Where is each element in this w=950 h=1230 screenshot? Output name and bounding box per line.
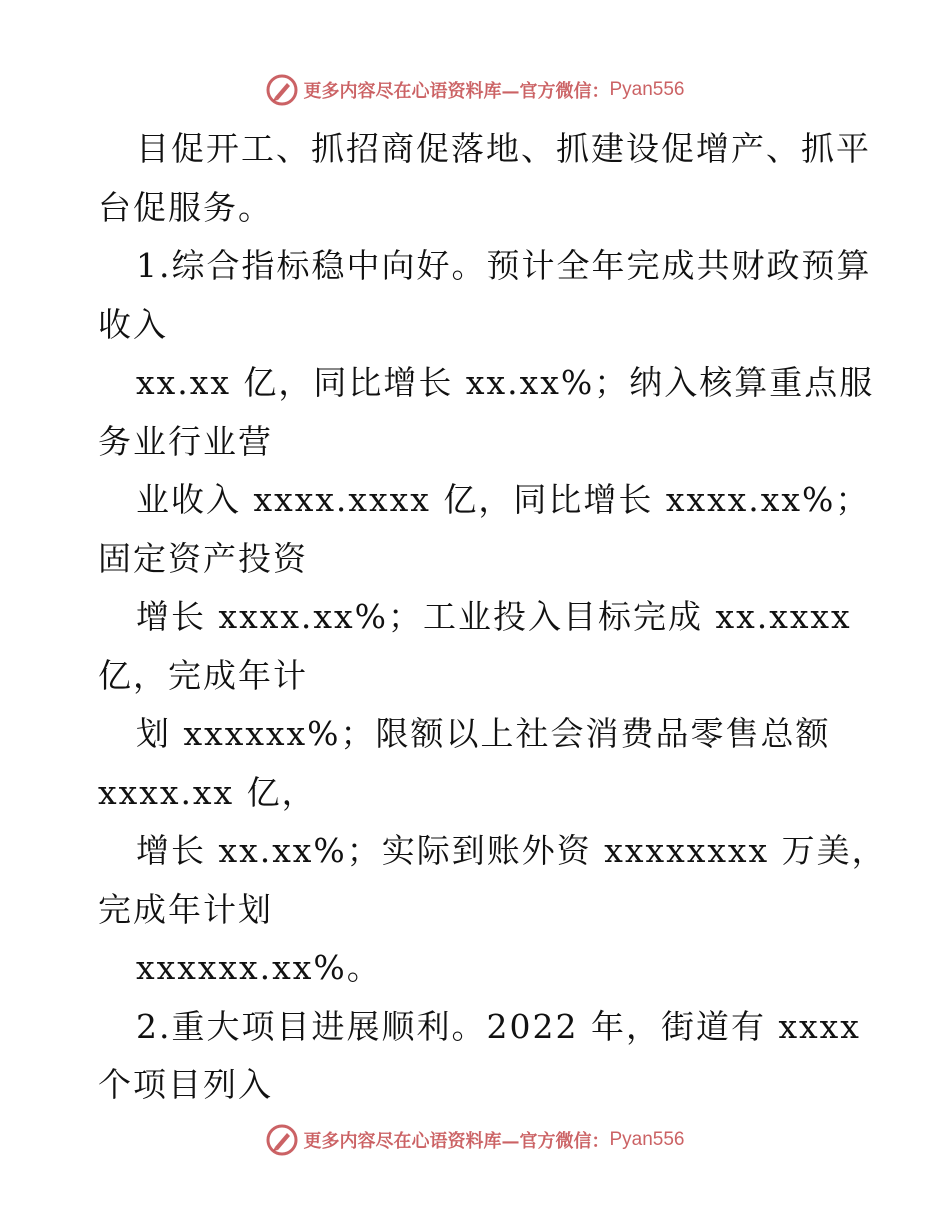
text-line: 亿，完成年计 xyxy=(98,655,308,695)
watermark-footer xyxy=(0,1122,950,1158)
text-line: xx.xx 亿，同比增长 xx.xx%；纳入核算重点服 xyxy=(136,363,875,402)
text-line: 台促服务。 xyxy=(98,187,273,227)
text-line: 收入 xyxy=(98,304,168,344)
text-line: 1.综合指标稳中向好。预计全年完成共财政预算 xyxy=(136,246,872,285)
document-body xyxy=(98,120,887,1115)
text-line: 完成年计划 xyxy=(98,889,273,929)
text-line: 个项目列入 xyxy=(98,1065,273,1104)
watermark-id: Pyan556 xyxy=(609,1129,685,1150)
text-line: xxxxxx.xx%。 xyxy=(136,948,382,987)
watermark-id: Pyan556 xyxy=(609,79,685,100)
text-line: xxxx.xx 亿， xyxy=(98,772,317,812)
text-line: 固定资产投资 xyxy=(98,538,308,578)
pen-logo-icon xyxy=(265,73,299,107)
text-line: 目促开工、抓招商促落地、抓建设促增产、抓平 xyxy=(136,129,871,168)
text-line: 务业行业营 xyxy=(98,421,273,461)
pen-logo-icon xyxy=(265,1123,299,1157)
watermark-text: 更多内容尽在心语资料库—官方微信： xyxy=(303,1131,610,1152)
text-line: 业收入 xxxx.xxxx 亿，同比增长 xxxx.xx%； xyxy=(136,480,871,519)
text-line: 2.重大项目进展顺利。2022 年，街道有 xxxx xyxy=(136,1006,861,1046)
watermark-header xyxy=(0,72,950,108)
text-line: 划 xxxxxx%；限额以上社会消费品零售总额 xyxy=(136,714,831,753)
text-line: 增长 xx.xx%；实际到账外资 xxxxxxxx 万美， xyxy=(136,831,887,870)
text-line: 增长 xxxx.xx%；工业投入目标完成 xx.xxxx xyxy=(136,597,852,636)
watermark-text: 更多内容尽在心语资料库—官方微信： xyxy=(303,81,610,102)
